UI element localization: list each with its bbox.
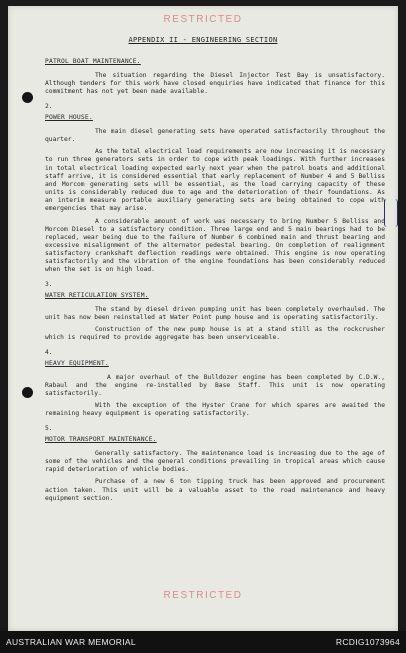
section-heading: WATER RETICULATION SYSTEM.: [45, 291, 149, 299]
paragraph: Generally satisfactory. The maintenance load is increasing due to the age of some of the vehicles and the general conditions prevailing in tropical areas which cause rapid deterioration of vehicle bodies.: [45, 449, 385, 474]
section-number: 5.: [45, 424, 53, 432]
section-number: 4.: [45, 348, 53, 356]
paragraph: With the exception of the Hyster Crane for which spares are awaited the remaining heavy equipment is operating satisfactorily.: [45, 402, 385, 418]
paragraph: A major overhaul of the Bulldozer engine has been completed by C.D.W., Rabaul and the engine re-installed by Base Staff. This unit is now operating satisfactorily.: [45, 373, 385, 398]
restricted-stamp-top: RESTRICTED: [163, 14, 243, 25]
archive-name: AUSTRALIAN WAR MEMORIAL: [6, 637, 136, 647]
archive-footer: [0, 631, 406, 653]
document-page: [8, 6, 398, 631]
paragraph: As the total electrical load requirements are now increasing it is necessary to run three generators sets in order to cope with peak loadings. With further increases in total electrical loading expected early next year when the patrol boats and additional staff arrive, it is considered essential that early replacement of Number 4 and 5 Belliss and Morcom generating sets will be essential, as the load carrying capacity of these units is considerably reduced due to age and the deterioration of their foundations. As an interim measure portable auxiliary generating sets are being obtained to cope with emergencies that may arise.: [45, 148, 385, 213]
paragraph: The stand by diesel driven pumping unit has been completely overhauled. The unit has now been reinstalled at Water Point pump house and is operating satisfactorily.: [45, 305, 385, 322]
margin-annotation-mark: [384, 199, 398, 227]
paragraph: A considerable amount of work was necessary to bring Number 5 Belliss and Morcom Diesel to a satisfactory condition. Three large end and 5 main bearings had to be replaced, wear being due to the failure of Number 6 combined main and thrust bearing and excessive misalignment of the alternator pedestal bearing. On completion of realignment satisfactory crankshaft deflection readings were obtained. This engine is now operating satisfactorily and the vibration of the engine foundations has been considerably reduced when the set is on high load.: [45, 217, 385, 274]
page-title: APPENDIX II - ENGINEERING SECTION: [128, 36, 278, 44]
document-body: [45, 56, 385, 507]
paragraph: The situation regarding the Diesel Injector Test Bay is unsatisfactory. Although tenders for this work have closed enquiries have indicated that finance for this commitment has not yet been made available.: [45, 72, 385, 96]
paragraph: The main diesel generating sets have operated satisfactorily throughout the quarter.: [45, 127, 385, 144]
section-number: 3.: [45, 280, 53, 288]
paragraph: Construction of the new pump house is at a stand still as the rockcrusher which is required to provide aggregate has been unserviceable.: [45, 326, 385, 342]
archive-reference: RCDIG1073964: [335, 637, 400, 647]
section-heading: MOTOR TRANSPORT MAINTENANCE.: [45, 435, 157, 443]
restricted-stamp-bottom: RESTRICTED: [163, 590, 243, 601]
section-heading: PATROL BOAT MAINTENANCE.: [45, 58, 141, 65]
section-heading: HEAVY EQUIPMENT.: [45, 359, 109, 367]
section-number: 2.: [45, 102, 53, 110]
punch-hole: [22, 387, 33, 398]
paragraph: Purchase of a new 6 ton tipping truck has been approved and procurement action taken. This unit will be a valuable asset to the road maintenance and heavy equipment section.: [45, 478, 385, 502]
punch-hole: [22, 92, 33, 103]
section-heading: POWER HOUSE.: [45, 113, 93, 121]
